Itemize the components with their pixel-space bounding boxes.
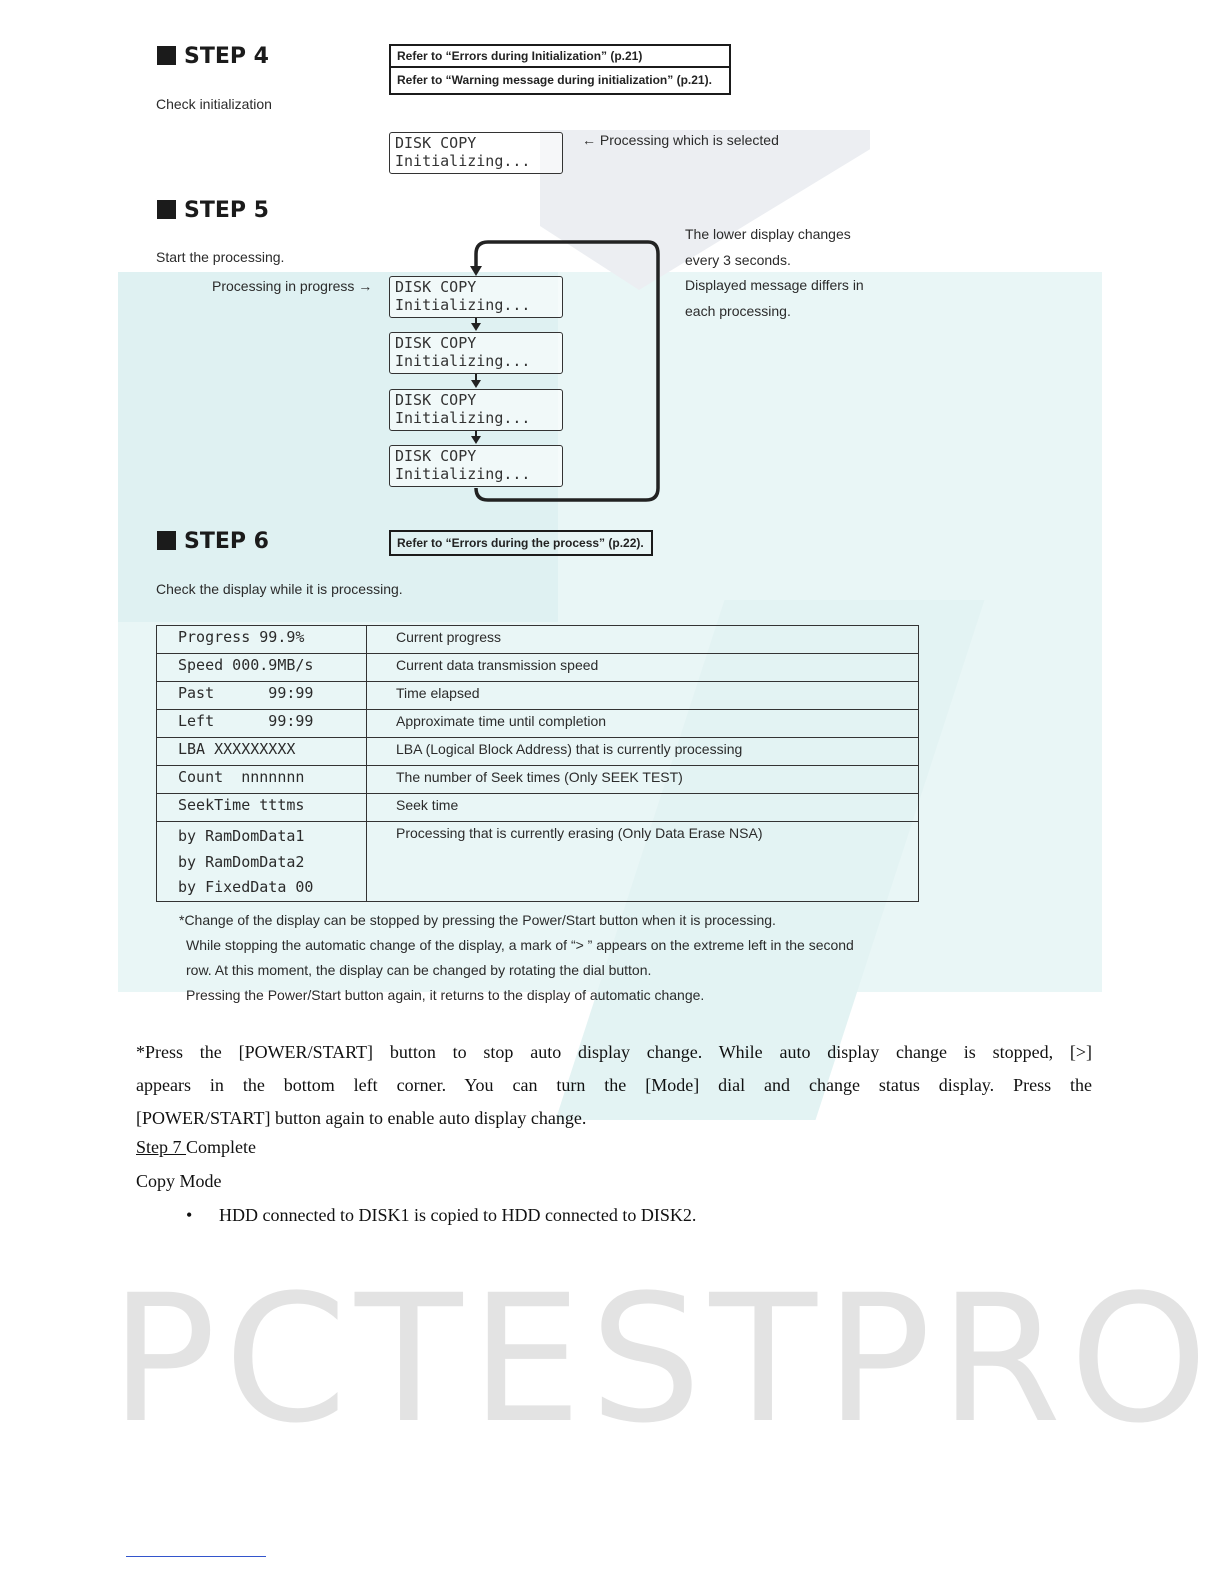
step7-line [136, 1137, 256, 1158]
lcd-display-3 [389, 389, 563, 431]
display-line: by FixedData 00 [178, 878, 314, 896]
table-cell-description: The number of Seek times (Only SEEK TEST) [367, 766, 919, 794]
display-line: by RamDomData2 [178, 852, 305, 871]
square-bullet-icon [157, 46, 176, 65]
paragraph-line: [POWER/START] button again to enable auto display change. [136, 1108, 587, 1128]
table-row [157, 682, 919, 710]
table-cell-description: Current data transmission speed [367, 654, 919, 682]
step6-subtitle: Check the display while it is processing. [156, 581, 403, 597]
processing-progress-label: Processing in progress → [212, 278, 373, 294]
status-display-table [156, 625, 919, 902]
table-row [157, 794, 919, 822]
lcd-line-1: DISK COPY [395, 134, 477, 152]
table-cell-display: Past 99:99 [157, 682, 367, 710]
display-line: by RamDomData1 [178, 827, 305, 845]
lcd-line-2: Initializing... [395, 152, 531, 170]
body-paragraph [136, 1036, 1092, 1135]
lcd-display-2 [389, 332, 563, 374]
step6-ref: Refer to “Errors during the process” (p.22). [389, 530, 653, 556]
table-cell-description: Approximate time until completion [367, 710, 919, 738]
lcd-line-2: Initializing... [395, 296, 531, 314]
note-line: row. At this moment, the display can be changed by rotating the dial button. [186, 962, 652, 978]
table-cell-description: LBA (Logical Block Address) that is currently processing [367, 738, 919, 766]
square-bullet-icon [157, 200, 176, 219]
arrow-down-icon [471, 436, 481, 444]
lcd-selected-note: ← Processing which is selected [582, 132, 779, 148]
table-cell-description: Time elapsed [367, 682, 919, 710]
table-row [157, 738, 919, 766]
watermark-text: PCTESTPRO [110, 1257, 1216, 1462]
table-cell-description: Seek time [367, 794, 919, 822]
table-cell-description: Current progress [367, 626, 919, 654]
table-row [157, 710, 919, 738]
note-line: Displayed message differs in [685, 277, 864, 293]
note-line: *Change of the display can be stopped by pressing the Power/Start button when it is processing. [179, 912, 776, 928]
table-cell-description: Processing that is currently erasing (Only Data Erase NSA) [367, 822, 919, 902]
bullet-text: HDD connected to DISK1 is copied to HDD connected to DISK2. [219, 1205, 697, 1225]
step4-ref-2: Refer to “Warning message during initialization” (p.21). [389, 66, 731, 95]
paragraph-line: appears in the bottom left corner. You can turn the [Mode] dial and change status display. Press the [136, 1075, 1092, 1095]
step4-subtitle: Check initialization [156, 96, 272, 112]
table-cell-display: SeekTime tttms [157, 794, 367, 822]
arrow-down-icon [471, 380, 481, 388]
step6-heading: STEP 6 [157, 529, 269, 554]
footnote-separator [126, 1556, 266, 1557]
step7-text: Complete [186, 1137, 257, 1157]
table-row [157, 654, 919, 682]
note-line: While stopping the automatic change of the display, a mark of “> ” appears on the extreme left in the second [186, 937, 854, 953]
paragraph-line: *Press the [POWER/START] button to stop auto display change. While auto display change is stopped, [>] [136, 1042, 1092, 1062]
table-cell-display [157, 822, 367, 902]
lcd-line-1: DISK COPY [395, 334, 477, 352]
step5-heading: STEP 5 [157, 198, 269, 223]
lcd-line-1: DISK COPY [395, 278, 477, 296]
note-line: each processing. [685, 302, 791, 319]
lcd-line-2: Initializing... [395, 352, 531, 370]
note-line: every 3 seconds. [685, 251, 791, 268]
lcd-line-2: Initializing... [395, 409, 531, 427]
table-cell-display: Count nnnnnnn [157, 766, 367, 794]
square-bullet-icon [157, 531, 176, 550]
bullet-item [186, 1205, 696, 1226]
lcd-display-1 [389, 276, 563, 318]
table-row [157, 766, 919, 794]
note-line: Pressing the Power/Start button again, it returns to the display of automatic change. [186, 987, 705, 1003]
table-cell-display: Progress 99.9% [157, 626, 367, 654]
bullet-dot-icon: • [186, 1205, 193, 1225]
arrow-down-icon [471, 323, 481, 331]
lcd-display-selected [389, 132, 563, 174]
table-row [157, 626, 919, 654]
table-cell-display: Left 99:99 [157, 710, 367, 738]
lcd-line-1: DISK COPY [395, 391, 477, 409]
step6-notes [179, 908, 854, 1008]
copy-mode-heading: Copy Mode [136, 1171, 222, 1191]
note-line: The lower display changes [685, 226, 851, 242]
table-cell-display: LBA XXXXXXXXX [157, 738, 367, 766]
lcd-display-4 [389, 445, 563, 487]
step4-heading: STEP 4 [157, 44, 269, 69]
lcd-line-2: Initializing... [395, 465, 531, 483]
table-row [157, 822, 919, 902]
step5-note [685, 222, 864, 324]
table-cell-display: Speed 000.9MB/s [157, 654, 367, 682]
lcd-line-1: DISK COPY [395, 447, 477, 465]
step5-subtitle: Start the processing. [156, 249, 285, 265]
step7-link[interactable]: Step 7 [136, 1137, 187, 1157]
step4-ref-1: Refer to “Errors during Initialization” (p.21) [389, 44, 731, 68]
